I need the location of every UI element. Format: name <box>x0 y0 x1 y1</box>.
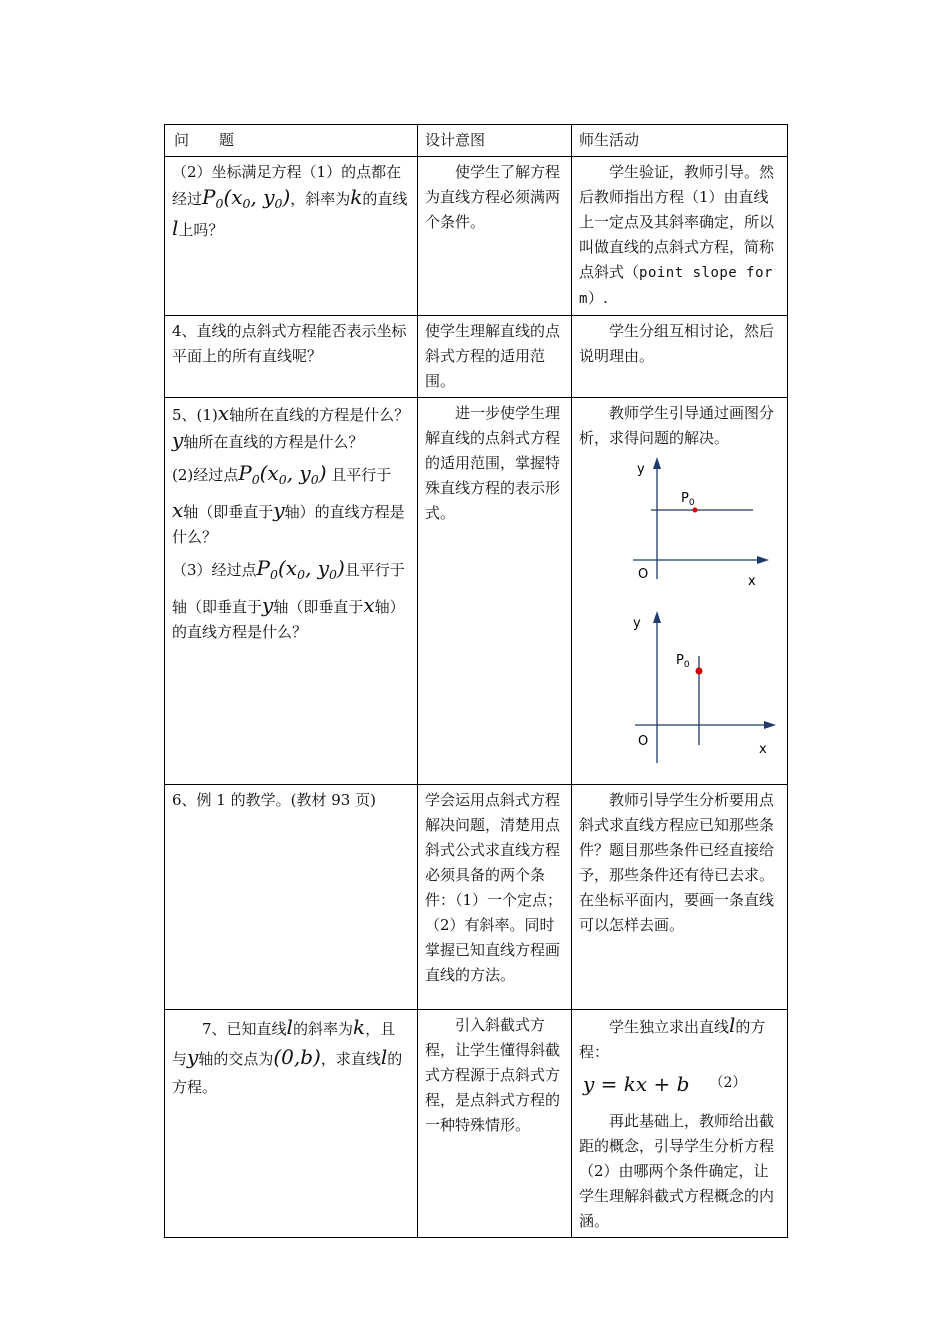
header-intent: 设计意图 <box>418 125 572 157</box>
header-activity: 师生活动 <box>572 125 788 157</box>
activity-cell: 学生分组互相讨论，然后说明理由。 <box>572 316 788 398</box>
table-row <box>165 316 788 398</box>
svg-text:x: x <box>759 742 767 757</box>
coordinate-figures <box>579 451 779 773</box>
header-question: 问 题 <box>165 125 418 157</box>
table-row <box>165 157 788 316</box>
intent-cell: 进一步使学生理解直线的点斜式方程的适用范围，掌握特殊直线方程的表示形式。 <box>418 398 572 785</box>
point-p0 <box>693 508 698 513</box>
question-cell: （2）坐标满足方程（1）的点都在经过$P_0(x_0$, $y_0$)，斜率为k的直线l上吗？ <box>165 157 418 316</box>
question-cell: 4、直线的点斜式方程能否表示坐标平面上的所有直线呢？ <box>165 316 418 398</box>
point-p0 <box>696 668 703 675</box>
formula: y = kx + b <box>583 1072 690 1096</box>
activity-cell: 学生独立求出直线l的方程： y = kx + b （2） 再此基础上，教师给出截距的概念，引导学生分析方程（2）由哪两个条件确定，让学生理解斜截式方程概念的内涵。 <box>572 1010 788 1238</box>
question-cell: 6、例 1 的教学。(教材 93 页) <box>165 785 418 1010</box>
activity-cell: 学生验证，教师引导。然后教师指出方程（1）由直线上一定点及其斜率确定，所以叫做直线的点斜式方程，简称点斜式（point slope form）. <box>572 157 788 316</box>
svg-text:P0: $P_0$ <box>676 653 690 670</box>
lesson-plan-table <box>164 124 788 1238</box>
table-row <box>165 1010 788 1238</box>
intent-cell: 使学生了解方程为直线方程必须满两个条件。 <box>418 157 572 316</box>
figure-horizontal-line <box>633 457 769 589</box>
question-cell: 5、(1)x轴所在直线的方程是什么？ y轴所在直线的方程是什么？ (2)经过点$P_0(x_0$, $y_0$) 且平行于 x轴（即垂直于y轴）的直线方程是什么？ （3）经过点$P_0(x_0$, $y_0$)且平行于 轴（即垂直于y轴（即垂直于x轴）的直线方程是什么？ <box>165 398 418 785</box>
svg-text:x: x <box>748 574 756 589</box>
svg-text:y: y <box>637 462 645 477</box>
svg-text:O: O <box>638 567 649 582</box>
intent-cell: 引入斜截式方程，让学生懂得斜截式方程源于点斜式方程，是点斜式方程的一种特殊情形。 <box>418 1010 572 1238</box>
svg-text:y: y <box>633 616 641 631</box>
svg-text:P0: $P_0$ <box>681 491 695 508</box>
table-row <box>165 785 788 1010</box>
table-row <box>165 398 788 785</box>
table-header-row <box>165 125 788 157</box>
figure-vertical-line <box>633 611 776 763</box>
svg-text:O: O <box>638 734 649 749</box>
intent-cell: 使学生理解直线的点斜式方程的适用范围。 <box>418 316 572 398</box>
activity-cell: 教师引导学生分析要用点斜式求直线方程应已知那些条件？题目那些条件已经直接给予，那些条件还有待已去求。在坐标平面内，要画一条直线可以怎样去画。 <box>572 785 788 1010</box>
intent-cell: 学会运用点斜式方程解决问题，清楚用点斜式公式求直线方程必须具备的两个条件：（1）一个定点；（2）有斜率。同时掌握已知直线方程画直线的方法。 <box>418 785 572 1010</box>
question-cell: 7、已知直线l的斜率为k，且与y轴的交点为(0,b)，求直线l的方程。 <box>165 1010 418 1238</box>
activity-cell: 教师学生引导通过画图分析，求得问题的解决。 y $P_0$ O x y $P_0$ O x <box>572 398 788 785</box>
